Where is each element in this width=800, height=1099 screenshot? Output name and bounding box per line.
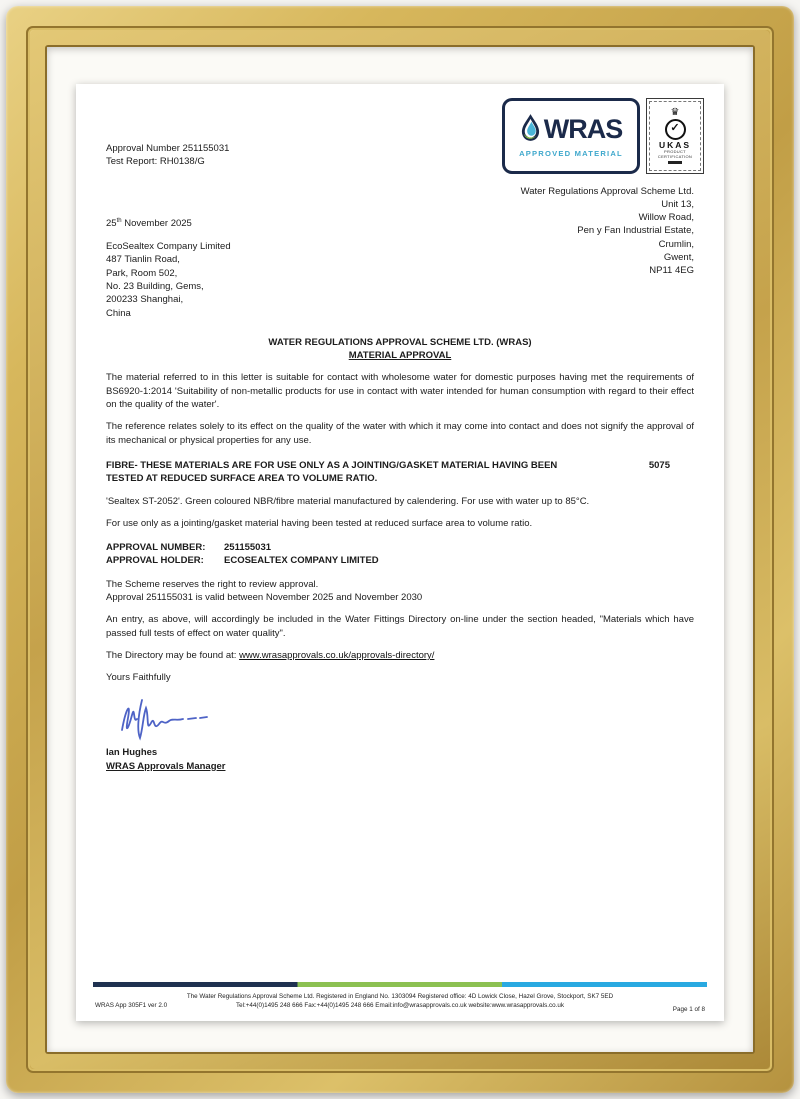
fibre-code: 5075 [648, 459, 670, 471]
recipient-line: Park, Room 502, [106, 267, 178, 279]
recipient-line: No. 23 Building, Gems, [106, 280, 204, 292]
address-section [106, 185, 694, 320]
approval-holder-label: APPROVAL HOLDER: [106, 555, 204, 567]
ukas-number-mark [668, 161, 682, 164]
directory-link-prefix: The Directory may be found at: [106, 649, 240, 661]
review-statement [106, 578, 694, 605]
fibre-statement-row [106, 459, 694, 486]
sender-line: NP11 4EG [649, 265, 694, 277]
wras-approved-material-logo [502, 98, 640, 174]
check-circle-icon: ✓ [665, 119, 686, 140]
recipient-line: 200233 Shanghai, [106, 294, 184, 306]
footer-contact-line: Tel:+44(0)1495 248 666 Fax:+44(0)1495 248 666 Email:info@wrasapprovals.co.uk website:www.wrasapprovals.co.uk [235, 1002, 565, 1010]
sender-line: Gwent, [663, 252, 694, 264]
approval-details [106, 541, 694, 568]
sender-address [521, 185, 694, 320]
sender-line: Unit 13, [661, 198, 694, 210]
use-note: For use only as a jointing/gasket material having been tested at reduced surface area to volume ratio. [106, 517, 533, 529]
wras-approved-material-label: APPROVED MATERIAL [519, 149, 623, 159]
paragraph-material-suitability: The material referred to in this letter is suitable for contact with wholesome water for domestic purposes having met the requirements of BS6920-1:2014 'Suitability of non-metallic products for use in contact with water intended for human consumption with regard to their effect on the quality of the water'. [106, 372, 694, 411]
closing-salutation: Yours Faithfully [106, 672, 171, 684]
letter-page [76, 84, 724, 1021]
signature-ink [112, 688, 262, 744]
letter-title [106, 336, 694, 363]
footer-registered-line: The Water Regulations Approval Scheme Ltd. Registered in England No. 1303094 Registered office: 4D Lowick Close, Hazel Grove, Stockport, SK7 5ED [186, 992, 614, 1000]
recipient-line: China [106, 307, 131, 319]
directory-link-line [106, 649, 694, 662]
approval-holder-value: ECOSEALTEX COMPANY LIMITED [224, 555, 379, 567]
sender-line: Crumlin, [658, 238, 694, 250]
crown-icon: ♛ [670, 106, 680, 118]
wras-wordmark: WRAS [543, 114, 623, 145]
fibre-statement: FIBRE- THESE MATERIALS ARE FOR USE ONLY AS A JOINTING/GASKET MATERIAL HAVING BEEN TESTED AT REDUCED SURFACE AREA TO VOLUME RATIO. [106, 459, 558, 485]
ukas-product-certification-label: PRODUCT CERTIFICATION [657, 148, 693, 159]
recipient-address [106, 240, 231, 320]
title-line-2: MATERIAL APPROVAL [348, 350, 452, 362]
footer-tricolor-bar [93, 982, 707, 987]
approvals-directory-link[interactable]: www.wrasapprovals.co.uk/approvals-directory/ [239, 649, 435, 661]
certification-logos [502, 98, 704, 174]
letter-date: 25th November 2025 [106, 217, 192, 229]
approval-number-row [106, 541, 694, 554]
approval-number-line: Approval Number 251155031 [106, 143, 230, 154]
footer-text [93, 992, 707, 1012]
sender-line: Water Regulations Approval Scheme Ltd. [520, 185, 694, 197]
signature [112, 688, 694, 744]
sender-line: Willow Road, [638, 212, 694, 224]
test-report-line: Test Report: RH0138/G [106, 156, 205, 168]
recipient-line: EcoSealtex Company Limited [106, 241, 231, 253]
paragraph-reference-scope: The reference relates solely to its effect on the quality of the water with which it may come into contact and does not signify the approval of its mechanical or physical properties for any use. [106, 421, 694, 446]
signatory-name: Ian Hughes [106, 747, 158, 759]
letter-footer [93, 982, 707, 1012]
signatory-block [106, 746, 694, 773]
signatory-title: WRAS Approvals Manager [106, 760, 226, 772]
water-drop-icon [520, 113, 541, 146]
approval-number-value: 251155031 [224, 542, 272, 554]
approval-holder-row [106, 554, 694, 567]
ukas-wordmark: UKAS [658, 139, 692, 150]
sender-line: Pen y Fan Industrial Estate, [577, 225, 694, 237]
page-number: Page 1 of 8 [672, 1006, 705, 1014]
approval-number-label: APPROVAL NUMBER: [106, 542, 206, 554]
review-line-2: Approval 251155031 is valid between November 2025 and November 2030 [106, 591, 423, 603]
document-reference: WRAS App 305F1 ver 2.0 [95, 1002, 168, 1010]
directory-entry-paragraph: An entry, as above, will accordingly be included in the Water Fittings Directory on-line under the section headed, "Materials which have passed full tests of effect on water quality". [106, 614, 694, 639]
title-line-1: WATER REGULATIONS APPROVAL SCHEME LTD. (WRAS) [268, 336, 532, 348]
ukas-accreditation-mark [646, 98, 704, 174]
date-and-recipient [106, 185, 231, 320]
recipient-line: 487 Tianlin Road, [106, 254, 180, 266]
review-line-1: The Scheme reserves the right to review approval. [106, 578, 319, 590]
product-description: 'Sealtex ST-2052'. Green coloured NBR/fibre material manufactured by calendering. For use with water up to 85°C. [106, 495, 590, 507]
